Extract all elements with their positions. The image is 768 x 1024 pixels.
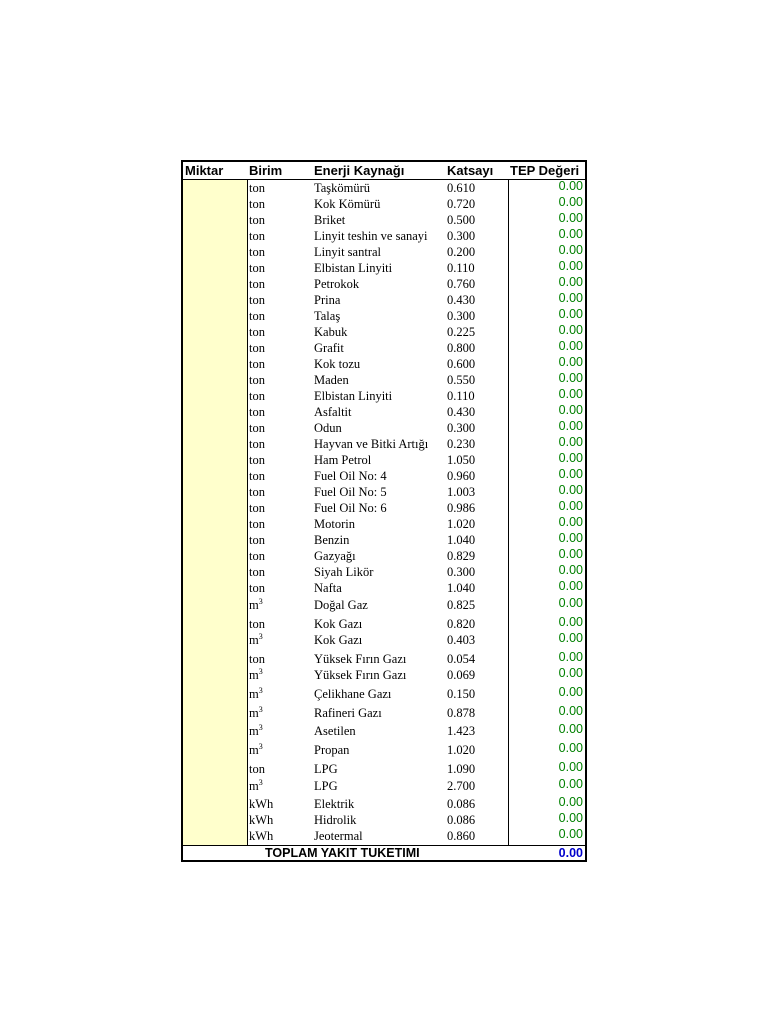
unit-cell: ton <box>249 437 265 451</box>
table-row <box>183 484 585 500</box>
tep-value-cell: 0.00 <box>558 403 583 417</box>
unit-cell: ton <box>249 652 265 666</box>
energy-source-cell: Jeotermal <box>314 829 363 843</box>
tep-value-cell: 0.00 <box>558 685 583 699</box>
energy-source-cell: Hidrolik <box>314 813 357 827</box>
header-coefficient: Katsayı <box>447 163 494 178</box>
unit-cell: $m^3$ <box>249 631 263 647</box>
tep-value-cell: 0.00 <box>558 650 583 664</box>
unit-cell: ton <box>249 469 265 483</box>
energy-source-cell: Propan <box>314 743 350 757</box>
tep-calculation-table <box>181 160 587 862</box>
unit-cell: ton <box>249 405 265 419</box>
table-row <box>183 532 585 548</box>
coefficient-cell: 0.878 <box>447 706 476 720</box>
tep-value-cell: 0.00 <box>558 179 583 193</box>
table-row <box>183 452 585 468</box>
tep-value-cell: 0.00 <box>558 323 583 337</box>
table-row <box>183 828 585 844</box>
coefficient-cell: 0.230 <box>447 437 476 451</box>
coefficient-cell: 0.430 <box>447 293 476 307</box>
energy-source-cell: Yüksek Fırın Gazı <box>314 668 407 682</box>
header-tep-value: TEP Değeri <box>510 163 580 178</box>
unit-superscript: 3 <box>258 685 263 695</box>
unit-cell: ton <box>249 389 265 403</box>
tep-value-cell: 0.00 <box>558 435 583 449</box>
unit-cell: kWh <box>249 813 274 827</box>
unit-cell: $m^3$ <box>249 596 263 612</box>
tep-value-cell: 0.00 <box>558 467 583 481</box>
coefficient-cell: 0.960 <box>447 469 476 483</box>
unit-cell: ton <box>249 261 265 275</box>
tep-value-cell: 0.00 <box>558 741 583 755</box>
total-label: TOPLAM YAKIT TUKETIMI <box>265 846 420 860</box>
energy-source-cell: Taşkömürü <box>314 181 371 195</box>
header-energy-source: Enerji Kaynağı <box>314 163 405 178</box>
coefficient-cell: 0.720 <box>447 197 476 211</box>
energy-source-cell: Elbistan Linyiti <box>314 261 393 275</box>
energy-source-cell: Motorin <box>314 517 355 531</box>
table-row <box>183 340 585 356</box>
coefficient-cell: 0.829 <box>447 549 476 563</box>
tep-value-cell: 0.00 <box>558 195 583 209</box>
coefficient-cell: 0.800 <box>447 341 476 355</box>
unit-cell: $m^3$ <box>249 666 263 682</box>
coefficient-cell: 0.200 <box>447 245 476 259</box>
unit-cell: kWh <box>249 797 274 811</box>
unit-cell: $m^3$ <box>249 777 263 793</box>
energy-source-cell: Briket <box>314 213 346 227</box>
unit-cell: ton <box>249 533 265 547</box>
table-row <box>183 404 585 420</box>
tep-value-cell: 0.00 <box>558 615 583 629</box>
coefficient-cell: 1.050 <box>447 453 476 467</box>
coefficient-cell: 0.300 <box>447 565 476 579</box>
unit-cell: ton <box>249 293 265 307</box>
table-row <box>183 616 585 632</box>
unit-cell: ton <box>249 181 265 195</box>
unit-superscript: 3 <box>258 704 263 714</box>
unit-cell: ton <box>249 325 265 339</box>
energy-source-cell: Asfaltit <box>314 405 352 419</box>
table-row <box>183 244 585 260</box>
unit-cell: ton <box>249 453 265 467</box>
tep-value-cell: 0.00 <box>558 760 583 774</box>
tep-value-cell: 0.00 <box>558 515 583 529</box>
tep-value-cell: 0.00 <box>558 777 583 791</box>
table-row <box>183 212 585 228</box>
energy-source-cell: Kabuk <box>314 325 348 339</box>
energy-source-cell: Kok Gazı <box>314 617 363 631</box>
tep-value-cell: 0.00 <box>558 483 583 497</box>
tep-value-cell: 0.00 <box>558 339 583 353</box>
unit-superscript: 3 <box>258 741 263 751</box>
energy-source-cell: Asetilen <box>314 724 356 738</box>
energy-source-cell: Fuel Oil No: 6 <box>314 501 387 515</box>
table-row <box>183 516 585 532</box>
table-row <box>183 228 585 244</box>
coefficient-cell: 0.086 <box>447 797 476 811</box>
table-row <box>183 761 585 777</box>
energy-source-cell: LPG <box>314 762 338 776</box>
coefficient-cell: 0.110 <box>447 389 475 403</box>
unit-cell: ton <box>249 617 265 631</box>
unit-cell: ton <box>249 277 265 291</box>
tep-value-cell: 0.00 <box>558 811 583 825</box>
total-tep-value: 0.00 <box>558 846 583 860</box>
tep-value-cell: 0.00 <box>558 579 583 593</box>
tep-value-cell: 0.00 <box>558 275 583 289</box>
energy-source-cell: Elbistan Linyiti <box>314 389 393 403</box>
table-row <box>183 812 585 828</box>
unit-superscript: 3 <box>258 631 263 641</box>
unit-superscript: 3 <box>258 666 263 676</box>
unit-cell: ton <box>249 485 265 499</box>
energy-source-cell: Odun <box>314 421 342 435</box>
unit-cell: $m^3$ <box>249 741 263 757</box>
table-row <box>183 597 585 613</box>
table-row <box>183 420 585 436</box>
table-row <box>183 564 585 580</box>
energy-source-cell: Fuel Oil No: 5 <box>314 485 387 499</box>
table-row <box>183 356 585 372</box>
coefficient-cell: 1.020 <box>447 743 476 757</box>
unit-cell: kWh <box>249 829 274 843</box>
table-row <box>183 500 585 516</box>
tep-value-cell: 0.00 <box>558 243 583 257</box>
table-row <box>183 723 585 739</box>
coefficient-cell: 1.040 <box>447 533 476 547</box>
tep-value-cell: 0.00 <box>558 211 583 225</box>
unit-cell: $m^3$ <box>249 685 263 701</box>
energy-source-cell: Kok tozu <box>314 357 361 371</box>
energy-source-cell: Grafit <box>314 341 344 355</box>
unit-cell: ton <box>249 373 265 387</box>
table-row <box>183 180 585 196</box>
coefficient-cell: 0.825 <box>447 598 476 612</box>
unit-cell: ton <box>249 197 265 211</box>
unit-cell: ton <box>249 309 265 323</box>
tep-value-cell: 0.00 <box>558 371 583 385</box>
energy-source-cell: Benzin <box>314 533 350 547</box>
coefficient-cell: 0.300 <box>447 421 476 435</box>
unit-cell: $m^3$ <box>249 722 263 738</box>
unit-cell: ton <box>249 581 265 595</box>
coefficient-cell: 1.003 <box>447 485 476 499</box>
coefficient-cell: 0.430 <box>447 405 476 419</box>
tep-value-cell: 0.00 <box>558 499 583 513</box>
table-row <box>183 372 585 388</box>
coefficient-cell: 0.069 <box>447 668 476 682</box>
table-row <box>183 196 585 212</box>
unit-superscript: 3 <box>258 722 263 732</box>
tep-value-cell: 0.00 <box>558 355 583 369</box>
header-quantity: Miktar <box>185 163 224 178</box>
energy-source-cell: Fuel Oil No: 4 <box>314 469 387 483</box>
table-row <box>183 651 585 667</box>
table-row <box>183 324 585 340</box>
coefficient-cell: 0.500 <box>447 213 476 227</box>
tep-value-cell: 0.00 <box>558 795 583 809</box>
table-row <box>183 468 585 484</box>
table-row <box>183 260 585 276</box>
coefficient-cell: 0.225 <box>447 325 476 339</box>
unit-cell: ton <box>249 517 265 531</box>
table-row <box>183 548 585 564</box>
coefficient-cell: 0.860 <box>447 829 476 843</box>
unit-cell: ton <box>249 421 265 435</box>
energy-source-cell: Nafta <box>314 581 342 595</box>
energy-source-cell: Elektrik <box>314 797 355 811</box>
energy-source-cell: Prina <box>314 293 341 307</box>
table-row <box>183 686 585 702</box>
coefficient-cell: 0.086 <box>447 813 476 827</box>
coefficient-cell: 0.550 <box>447 373 476 387</box>
tep-value-cell: 0.00 <box>558 387 583 401</box>
table-row <box>183 705 585 721</box>
unit-cell: ton <box>249 565 265 579</box>
table-row <box>183 796 585 812</box>
unit-cell: ton <box>249 229 265 243</box>
table-row <box>183 388 585 404</box>
unit-superscript: 3 <box>258 777 263 787</box>
unit-cell: $m^3$ <box>249 704 263 720</box>
coefficient-cell: 0.300 <box>447 229 476 243</box>
energy-source-cell: Kok Gazı <box>314 633 363 647</box>
energy-source-cell: Hayvan ve Bitki Artığı <box>314 437 429 451</box>
tep-value-cell: 0.00 <box>558 563 583 577</box>
header-unit: Birim <box>249 163 283 178</box>
coefficient-cell: 0.150 <box>447 687 476 701</box>
unit-cell: ton <box>249 549 265 563</box>
energy-source-cell: Ham Petrol <box>314 453 372 467</box>
tep-value-cell: 0.00 <box>558 227 583 241</box>
tep-value-cell: 0.00 <box>558 596 583 610</box>
tep-value-cell: 0.00 <box>558 259 583 273</box>
coefficient-cell: 0.820 <box>447 617 476 631</box>
energy-source-cell: Maden <box>314 373 349 387</box>
tep-value-cell: 0.00 <box>558 704 583 718</box>
coefficient-cell: 0.110 <box>447 261 475 275</box>
energy-source-cell: Yüksek Fırın Gazı <box>314 652 407 666</box>
coefficient-cell: 0.610 <box>447 181 476 195</box>
table-row <box>183 580 585 596</box>
energy-source-cell: Çelikhane Gazı <box>314 687 392 701</box>
energy-source-cell: Talaş <box>314 309 341 323</box>
table-row <box>183 778 585 794</box>
table-row <box>183 292 585 308</box>
coefficient-cell: 1.040 <box>447 581 476 595</box>
table-row <box>183 308 585 324</box>
coefficient-cell: 0.300 <box>447 309 476 323</box>
coefficient-cell: 0.054 <box>447 652 476 666</box>
coefficient-cell: 0.986 <box>447 501 476 515</box>
energy-source-cell: Linyit teshin ve sanayi <box>314 229 428 243</box>
energy-source-cell: Doğal Gaz <box>314 598 368 612</box>
tep-value-cell: 0.00 <box>558 451 583 465</box>
coefficient-cell: 1.090 <box>447 762 476 776</box>
unit-superscript: 3 <box>258 596 263 606</box>
unit-cell: ton <box>249 341 265 355</box>
energy-source-cell: LPG <box>314 779 338 793</box>
table-row <box>183 667 585 683</box>
unit-cell: ton <box>249 357 265 371</box>
tep-value-cell: 0.00 <box>558 419 583 433</box>
coefficient-cell: 1.020 <box>447 517 476 531</box>
unit-cell: ton <box>249 245 265 259</box>
tep-value-cell: 0.00 <box>558 291 583 305</box>
tep-value-cell: 0.00 <box>558 307 583 321</box>
coefficient-cell: 2.700 <box>447 779 476 793</box>
coefficient-cell: 0.760 <box>447 277 476 291</box>
unit-cell: ton <box>249 501 265 515</box>
tep-value-cell: 0.00 <box>558 531 583 545</box>
tep-value-cell: 0.00 <box>558 827 583 841</box>
coefficient-cell: 0.600 <box>447 357 476 371</box>
table-row <box>183 632 585 648</box>
energy-source-cell: Rafineri Gazı <box>314 706 382 720</box>
tep-value-cell: 0.00 <box>558 722 583 736</box>
energy-source-cell: Linyit santral <box>314 245 381 259</box>
energy-source-cell: Siyah Likör <box>314 565 374 579</box>
table-row <box>183 276 585 292</box>
coefficient-cell: 0.403 <box>447 633 476 647</box>
table-row <box>183 742 585 758</box>
unit-cell: ton <box>249 213 265 227</box>
table-row <box>183 436 585 452</box>
energy-source-cell: Gazyağı <box>314 549 356 563</box>
energy-source-cell: Kok Kömürü <box>314 197 381 211</box>
coefficient-cell: 1.423 <box>447 724 476 738</box>
tep-value-cell: 0.00 <box>558 547 583 561</box>
tep-value-cell: 0.00 <box>558 631 583 645</box>
tep-value-cell: 0.00 <box>558 666 583 680</box>
energy-source-cell: Petrokok <box>314 277 360 291</box>
unit-cell: ton <box>249 762 265 776</box>
